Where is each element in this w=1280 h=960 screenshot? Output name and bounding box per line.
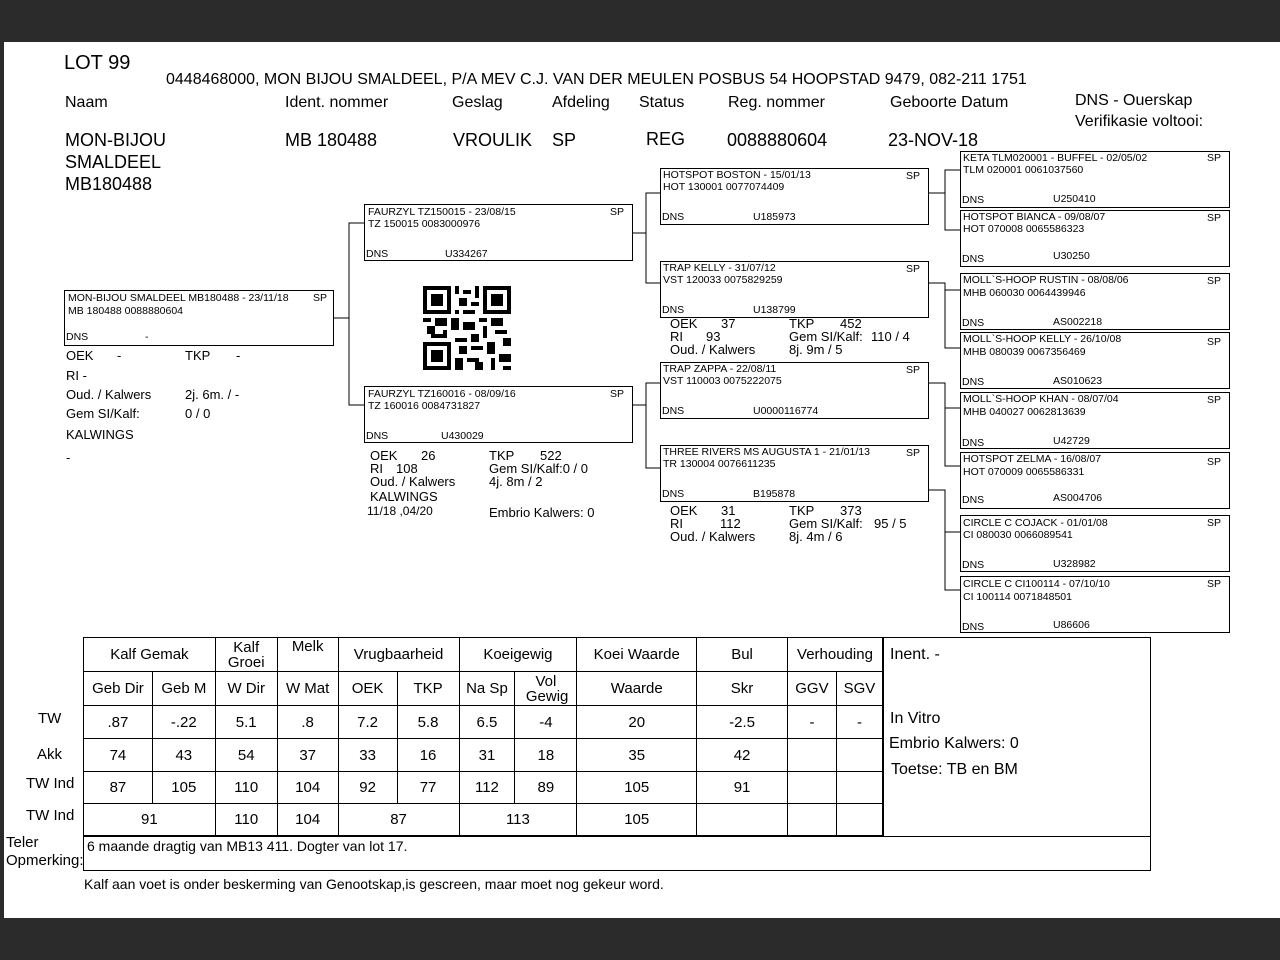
group-kalf-gemak: Kalf Gemak bbox=[84, 638, 216, 672]
teler-remarks: 6 maande dragtig van MB13 411. Dogter van lot 17. bbox=[87, 838, 408, 854]
table-cell bbox=[836, 772, 882, 804]
header-naam: Naam bbox=[65, 94, 108, 111]
dam-gem: Gem SI/Kalf:0 / 0 bbox=[489, 461, 588, 476]
table-cell: -.22 bbox=[152, 706, 215, 739]
teler-remarks-box bbox=[83, 836, 1151, 871]
side-panel bbox=[883, 637, 1151, 837]
group-kalf-groei-label: Kalf Groei bbox=[227, 638, 265, 671]
subject-gem-value: 0 / 0 bbox=[185, 406, 211, 421]
subject-kalwings: KALWINGS bbox=[66, 427, 134, 442]
sire-ids: TZ 150015 0083000976 bbox=[368, 218, 481, 230]
table-cell: .8 bbox=[277, 706, 338, 739]
header-status: Status bbox=[639, 94, 685, 111]
animal-afdeling: SP bbox=[552, 130, 577, 150]
table-cell: 110 bbox=[215, 804, 277, 836]
sire-box bbox=[364, 204, 633, 261]
table-cell: 104 bbox=[277, 804, 338, 836]
table-cell: 43 bbox=[152, 739, 215, 772]
gp-stat-ri-label: RI bbox=[670, 516, 683, 531]
subject-sp: SP bbox=[312, 292, 327, 304]
ggp-sp: SP bbox=[1206, 152, 1221, 164]
table-cell: 33 bbox=[338, 739, 397, 772]
ggp-sp: SP bbox=[1206, 517, 1221, 529]
table-cell: 54 bbox=[215, 739, 277, 772]
ggp-dns-value: U30250 bbox=[1053, 250, 1090, 262]
gp-sp: SP bbox=[905, 447, 920, 459]
table-cell: .87 bbox=[84, 706, 153, 739]
header-ident: Ident. nommer bbox=[285, 94, 389, 111]
gp-box bbox=[660, 261, 929, 318]
group-koei-waarde: Koei Waarde bbox=[577, 638, 697, 672]
gp-stat-oek-label: OEK bbox=[670, 316, 698, 331]
animal-ident: MB 180488 bbox=[285, 130, 378, 150]
dam-oek-label: OEK bbox=[370, 448, 398, 463]
table-cell bbox=[787, 772, 836, 804]
gp-title: HOTSPOT BOSTON - 15/01/13 bbox=[663, 169, 811, 181]
animal-geslag: VROULIK bbox=[453, 130, 533, 150]
table-row-twind bbox=[84, 772, 883, 804]
table-cell: 105 bbox=[577, 772, 697, 804]
ggp-dns: DNS bbox=[962, 437, 985, 449]
gp-dns-value: U138799 bbox=[753, 304, 796, 316]
dam-ri-label: RI bbox=[370, 461, 383, 476]
group-kalf-groei bbox=[215, 638, 277, 672]
col-header: W Mat bbox=[277, 672, 338, 706]
subject-ri: RI - bbox=[66, 368, 87, 383]
header-verifikasie: Verifikasie voltooi: bbox=[1075, 113, 1204, 130]
col-header: Geb M bbox=[152, 672, 215, 706]
side-inent: Inent. - bbox=[890, 646, 940, 663]
dam-dns: DNS bbox=[366, 430, 389, 442]
table-cell: 89 bbox=[515, 772, 577, 804]
subject-oud-label: Oud. / Kalwers bbox=[66, 387, 152, 402]
animal-status: REG bbox=[646, 129, 686, 149]
ggp-title: KETA TLM020001 - BUFFEL - 02/05/02 bbox=[963, 152, 1148, 164]
gp-stat-gem-label: Gem SI/Kalf: bbox=[789, 516, 863, 531]
table-cell: 16 bbox=[397, 739, 459, 772]
gp-dns-value: B195878 bbox=[753, 488, 796, 500]
table-row-twind-combined bbox=[84, 804, 883, 836]
row-label-twind-2: TW Ind bbox=[26, 807, 75, 824]
table-cell: 92 bbox=[338, 772, 397, 804]
table-cell bbox=[836, 804, 882, 836]
header-geslag: Geslag bbox=[452, 94, 503, 111]
ggp-ids: MHB 080039 0067356469 bbox=[963, 346, 1086, 358]
gp-stat-oud-value: 8j. 4m / 6 bbox=[789, 529, 843, 544]
ggp-title: MOLL`S-HOOP KHAN - 08/07/04 bbox=[963, 393, 1119, 405]
ggp-box bbox=[960, 273, 1230, 330]
gp-title: THREE RIVERS MS AUGUSTA 1 - 21/01/13 bbox=[663, 446, 870, 458]
ggp-title: HOTSPOT ZELMA - 16/08/07 bbox=[963, 453, 1102, 465]
animal-name-3: MB180488 bbox=[65, 174, 153, 194]
ggp-dns-value: AS002218 bbox=[1053, 316, 1103, 328]
table-cell: 87 bbox=[84, 772, 153, 804]
gp-stat-gem-label: Gem SI/Kalf: bbox=[789, 329, 863, 344]
gp-stat-oek-label: OEK bbox=[670, 503, 698, 518]
table-cell: 112 bbox=[459, 772, 515, 804]
sire-dns: DNS bbox=[366, 248, 389, 260]
col-header: GGV bbox=[787, 672, 836, 706]
dam-oud-label: Oud. / Kalwers bbox=[370, 474, 456, 489]
row-label-twind: TW Ind bbox=[26, 775, 75, 792]
gp-sp: SP bbox=[905, 170, 920, 182]
side-embrio: Embrio Kalwers: 0 bbox=[889, 735, 1019, 752]
sire-sp: SP bbox=[609, 206, 624, 218]
ggp-sp: SP bbox=[1206, 336, 1221, 348]
ggp-title: MOLL`S-HOOP RUSTIN - 08/08/06 bbox=[963, 274, 1129, 286]
ggp-sp: SP bbox=[1206, 456, 1221, 468]
breeding-values-table bbox=[83, 637, 883, 836]
table-row-tw bbox=[84, 706, 883, 739]
table-cell: 110 bbox=[215, 772, 277, 804]
table-cell: 6.5 bbox=[459, 706, 515, 739]
ggp-box bbox=[960, 515, 1230, 572]
gp-title: TRAP ZAPPA - 22/08/11 bbox=[663, 363, 777, 375]
ggp-box bbox=[960, 151, 1230, 208]
table-cell: -2.5 bbox=[697, 706, 788, 739]
dam-oud-value: 4j. 8m / 2 bbox=[489, 474, 543, 489]
animal-name-1: MON-BIJOU bbox=[65, 130, 166, 150]
subject-title: MON-BIJOU SMALDEEL MB180488 - 23/11/18 bbox=[68, 292, 289, 304]
qr-code bbox=[423, 286, 511, 370]
table-cell: 35 bbox=[577, 739, 697, 772]
gp-dns: DNS bbox=[662, 211, 685, 223]
ggp-box bbox=[960, 332, 1230, 389]
table-cell: 5.1 bbox=[215, 706, 277, 739]
table-cell: 74 bbox=[84, 739, 153, 772]
col-header-label: Vol Gewig bbox=[525, 672, 569, 705]
group-vrugbaarheid: Vrugbaarheid bbox=[338, 638, 459, 672]
table-cell: - bbox=[787, 706, 836, 739]
gp-stat-oek-value: 31 bbox=[721, 503, 736, 518]
gp-stat-oek-value: 37 bbox=[721, 316, 736, 331]
gp-ids: VST 120033 0075829259 bbox=[663, 274, 783, 286]
dam-oek-value: 26 bbox=[421, 448, 436, 463]
col-header: SGV bbox=[836, 672, 882, 706]
subject-box bbox=[64, 290, 334, 346]
gp-title: TRAP KELLY - 31/07/12 bbox=[663, 262, 776, 274]
animal-name-2: SMALDEEL bbox=[65, 152, 162, 172]
table-cell: -4 bbox=[515, 706, 577, 739]
gp-stat-tkp-value: 373 bbox=[840, 503, 862, 518]
row-label-akk: Akk bbox=[37, 746, 63, 763]
gp-stat-tkp-value: 452 bbox=[840, 316, 862, 331]
col-header: Geb Dir bbox=[84, 672, 153, 706]
gp-dns: DNS bbox=[662, 488, 685, 500]
ggp-title: HOTSPOT BIANCA - 09/08/07 bbox=[963, 211, 1106, 223]
table-cell: 113 bbox=[459, 804, 577, 836]
ggp-dns: DNS bbox=[962, 317, 985, 329]
gp-box bbox=[660, 362, 929, 419]
ggp-ids: HOT 070009 0065586331 bbox=[963, 466, 1085, 478]
gp-stat-tkp-label: TKP bbox=[789, 503, 815, 518]
ggp-ids: CI 100114 0071848501 bbox=[963, 591, 1072, 603]
dam-tkp-value: 522 bbox=[540, 448, 562, 463]
ggp-dns-value: U328982 bbox=[1053, 558, 1096, 570]
dam-ids: TZ 160016 0084731827 bbox=[368, 400, 481, 412]
gp-ids: HOT 130001 0077074409 bbox=[663, 181, 785, 193]
ggp-dns-value: U42729 bbox=[1053, 435, 1090, 447]
gp-ids: VST 110003 0075222075 bbox=[663, 375, 782, 387]
table-cell: 20 bbox=[577, 706, 697, 739]
ggp-dns: DNS bbox=[962, 194, 985, 206]
group-melk: Melk bbox=[277, 638, 338, 672]
gp-stat-gem-value: 95 / 5 bbox=[874, 516, 907, 531]
subject-dns: DNS bbox=[66, 331, 89, 343]
table-cell: 31 bbox=[459, 739, 515, 772]
dam-embrio: Embrio Kalwers: 0 bbox=[489, 505, 595, 520]
col-header: TKP bbox=[397, 672, 459, 706]
ggp-dns-value: U86606 bbox=[1053, 619, 1090, 631]
table-cell: 37 bbox=[277, 739, 338, 772]
animal-geboorte: 23-NOV-18 bbox=[888, 130, 979, 150]
gp-box bbox=[660, 168, 929, 225]
gp-stat-gem-value: 110 / 4 bbox=[871, 329, 910, 344]
subject-oek-value: - bbox=[117, 348, 122, 363]
opmerking-label: Opmerking: bbox=[6, 852, 84, 869]
gp-dns-value: U0000116774 bbox=[753, 405, 819, 417]
dam-ri-value: 108 bbox=[396, 461, 418, 476]
header-geboorte: Geboorte Datum bbox=[890, 94, 1009, 111]
ggp-sp: SP bbox=[1206, 394, 1221, 406]
group-bul: Bul bbox=[697, 638, 788, 672]
table-cell: 104 bbox=[277, 772, 338, 804]
header-dns: DNS - Ouerskap bbox=[1075, 92, 1193, 109]
col-header: OEK bbox=[338, 672, 397, 706]
subject-tkp-label: TKP bbox=[185, 348, 211, 363]
table-cell: 87 bbox=[338, 804, 459, 836]
ggp-title: MOLL`S-HOOP KELLY - 26/10/08 bbox=[963, 333, 1122, 345]
ggp-dns-value: U250410 bbox=[1053, 193, 1096, 205]
group-koeigewig: Koeigewig bbox=[459, 638, 577, 672]
table-cell bbox=[697, 804, 788, 836]
ggp-dns-value: AS010623 bbox=[1053, 375, 1103, 387]
table-cell bbox=[836, 739, 882, 772]
side-invitro: In Vitro bbox=[890, 710, 941, 727]
owner-line: 0448468000, MON BIJOU SMALDEEL, P/A MEV C.J. VAN DER MEULEN POSBUS 54 HOOPSTAD 9479, 082-211 1751 bbox=[166, 71, 1027, 88]
subject-oek-label: OEK bbox=[66, 348, 94, 363]
gp-stat-tkp-label: TKP bbox=[789, 316, 815, 331]
ggp-ids: HOT 070008 0065586323 bbox=[963, 223, 1085, 235]
table-cell: 91 bbox=[84, 804, 216, 836]
ggp-sp: SP bbox=[1206, 275, 1221, 287]
gp-stat-ri-label: RI bbox=[670, 329, 683, 344]
dam-title: FAURZYL TZ160016 - 08/09/16 bbox=[368, 388, 516, 400]
side-toetse: Toetse: TB en BM bbox=[891, 761, 1018, 778]
table-cell: 42 bbox=[697, 739, 788, 772]
col-header: Skr bbox=[697, 672, 788, 706]
sire-title: FAURZYL TZ150015 - 23/08/15 bbox=[368, 206, 516, 218]
gp-stat-ri-value: 112 bbox=[720, 516, 741, 531]
header-afdeling: Afdeling bbox=[552, 94, 610, 111]
ggp-dns: DNS bbox=[962, 494, 985, 506]
dam-tkp-label: TKP bbox=[489, 448, 515, 463]
ggp-dns: DNS bbox=[962, 376, 985, 388]
table-cell bbox=[787, 804, 836, 836]
gp-stat-ri-value: 93 bbox=[706, 329, 721, 344]
subject-oud-value: 2j. 6m. / - bbox=[185, 387, 240, 402]
gp-stat-oud-value: 8j. 9m / 5 bbox=[789, 342, 843, 357]
dam-box bbox=[364, 386, 633, 443]
ggp-dns: DNS bbox=[962, 621, 985, 633]
ggp-ids: TLM 020001 0061037560 bbox=[963, 164, 1084, 176]
dam-kalwings-value: 11/18 ,04/20 bbox=[367, 504, 433, 518]
gp-dns: DNS bbox=[662, 405, 685, 417]
gp-stat-oud-label: Oud. / Kalwers bbox=[670, 342, 756, 357]
table-cell: 91 bbox=[697, 772, 788, 804]
sire-dns-value: U334267 bbox=[445, 248, 488, 260]
subject-gem-label: Gem SI/Kalf: bbox=[66, 406, 140, 421]
ggp-dns-value: AS004706 bbox=[1053, 492, 1103, 504]
ggp-sp: SP bbox=[1206, 578, 1221, 590]
table-cell: 105 bbox=[152, 772, 215, 804]
lot-number: LOT 99 bbox=[64, 52, 131, 74]
ggp-sp: SP bbox=[1206, 212, 1221, 224]
ggp-ids: MHB 060030 0064439946 bbox=[963, 287, 1086, 299]
gp-box bbox=[660, 445, 929, 502]
footer-note: Kalf aan voet is onder beskerming van Genootskap,is gescreen, maar moet nog gekeur word. bbox=[84, 876, 664, 892]
dam-sp: SP bbox=[609, 388, 624, 400]
ggp-ids: CI 080030 0066089541 bbox=[963, 529, 1073, 541]
col-header bbox=[515, 672, 577, 706]
group-verhouding: Verhouding bbox=[787, 638, 882, 672]
ggp-box bbox=[960, 210, 1230, 267]
gp-ids: TR 130004 0076611235 bbox=[663, 458, 776, 470]
subject-dns-value: - bbox=[145, 331, 149, 343]
row-label-tw: TW bbox=[38, 710, 62, 727]
col-header: Na Sp bbox=[459, 672, 515, 706]
gp-stat-oud-label: Oud. / Kalwers bbox=[670, 529, 756, 544]
ggp-dns: DNS bbox=[962, 253, 985, 265]
ggp-ids: MHB 040027 0062813639 bbox=[963, 406, 1086, 418]
ggp-box bbox=[960, 576, 1230, 633]
gp-sp: SP bbox=[905, 364, 920, 376]
table-cell: 18 bbox=[515, 739, 577, 772]
table-cell: 7.2 bbox=[338, 706, 397, 739]
subject-kalwings-value: - bbox=[66, 450, 71, 465]
ggp-dns: DNS bbox=[962, 559, 985, 571]
col-header: Waarde bbox=[577, 672, 697, 706]
header-reg: Reg. nommer bbox=[728, 94, 825, 111]
dam-dns-value: U430029 bbox=[441, 430, 484, 442]
ggp-box bbox=[960, 452, 1230, 509]
table-cell: - bbox=[836, 706, 882, 739]
subject-tkp-value: - bbox=[236, 348, 241, 363]
ggp-title: CIRCLE C CI100114 - 07/10/10 bbox=[963, 578, 1110, 590]
teler-label: Teler bbox=[6, 834, 39, 851]
table-cell bbox=[787, 739, 836, 772]
ggp-title: CIRCLE C COJACK - 01/01/08 bbox=[963, 517, 1108, 529]
gp-sp: SP bbox=[905, 263, 920, 275]
table-cell: 105 bbox=[577, 804, 697, 836]
table-row-akk bbox=[84, 739, 883, 772]
animal-reg: 0088880604 bbox=[727, 130, 828, 150]
table-cell: 5.8 bbox=[397, 706, 459, 739]
ggp-box bbox=[960, 392, 1230, 449]
table-cell: 77 bbox=[397, 772, 459, 804]
subject-ids: MB 180488 0088880604 bbox=[68, 305, 184, 317]
gp-dns-value: U185973 bbox=[753, 211, 796, 223]
dam-kalwings: KALWINGS bbox=[370, 489, 438, 504]
col-header: W Dir bbox=[215, 672, 277, 706]
gp-dns: DNS bbox=[662, 304, 685, 316]
